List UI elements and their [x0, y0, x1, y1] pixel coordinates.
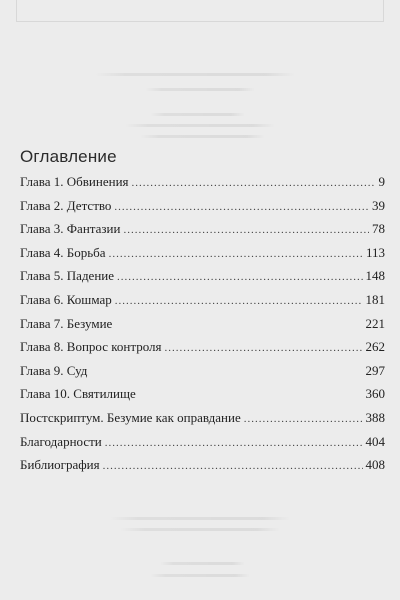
toc-entry-page: 221 [365, 315, 385, 331]
toc-entry-title: Благодарности [20, 433, 102, 449]
toc-entry [20, 363, 385, 387]
toc-leader-dots [244, 413, 363, 425]
toc-entry [20, 292, 385, 316]
toc-entry-title: Библиография [20, 457, 100, 473]
bleed-through-line [140, 135, 265, 138]
toc-entry [20, 268, 385, 292]
toc-entry [20, 410, 385, 434]
bleed-through-line [145, 88, 255, 91]
toc-leader-dots [105, 437, 363, 449]
toc-entry [20, 339, 385, 363]
toc-entry-page: 360 [365, 386, 385, 402]
toc-entry-title: Глава 3. Фантазии [20, 221, 121, 237]
toc-entry [20, 221, 385, 245]
toc-entry-page: 297 [365, 362, 385, 378]
toc-entry-page: 113 [365, 244, 385, 260]
toc-entry-page: 408 [365, 457, 385, 473]
toc-entry-title: Глава 4. Борьба [20, 244, 106, 260]
toc-leader-dots [123, 224, 369, 236]
toc-entry [20, 457, 385, 481]
bleed-through-line [95, 73, 295, 76]
toc-entry-page: 78 [372, 221, 385, 237]
bleed-through-line [150, 113, 245, 116]
toc-entry [20, 386, 385, 410]
toc-leader-dots [132, 177, 376, 189]
bleed-through-line [150, 574, 250, 577]
toc-entry-title: Глава 2. Детство [20, 197, 112, 213]
toc-entry-page: 181 [365, 291, 385, 307]
toc-entry-title: Глава 8. Вопрос контроля [20, 339, 162, 355]
toc-entry-page: 148 [365, 268, 385, 284]
toc-entry-page: 404 [365, 433, 385, 449]
bleed-through-line [125, 124, 275, 127]
bleed-through-line [120, 528, 280, 531]
toc-entry [20, 174, 385, 198]
toc-entry-title: Глава 5. Падение [20, 268, 115, 284]
bleed-through-line [110, 517, 290, 520]
toc-entry [20, 198, 385, 222]
toc-leader-dots [115, 295, 363, 307]
toc-entry-title: Глава 10. Святилище [20, 386, 136, 402]
toc-entry-page: 388 [365, 409, 385, 425]
toc-entry [20, 434, 385, 458]
toc-entry-page: 39 [372, 197, 385, 213]
toc-heading: Оглавление [20, 147, 117, 166]
toc-entry-title: Глава 1. Обвинения [20, 174, 129, 189]
toc-entry-title: Постскриптум. Безумие как оправдание [20, 409, 241, 425]
toc-entry-title: Глава 6. Кошмар [20, 291, 112, 307]
toc-entry-page: 262 [365, 339, 385, 355]
toc-entry-title: Глава 7. Безумие [20, 315, 113, 331]
toc-list [20, 174, 385, 481]
toc-leader-dots [165, 342, 363, 354]
toc-leader-dots [117, 271, 362, 283]
toc-entry [20, 245, 385, 269]
toc-entry-page: 9 [378, 174, 385, 189]
toc-leader-dots [103, 460, 363, 472]
page-frame-edge [16, 0, 384, 22]
toc-leader-dots [109, 248, 363, 260]
toc-leader-dots [114, 201, 369, 213]
bleed-through-line [160, 562, 245, 565]
toc-entry [20, 316, 385, 340]
toc-entry-title: Глава 9. Суд [20, 362, 88, 378]
